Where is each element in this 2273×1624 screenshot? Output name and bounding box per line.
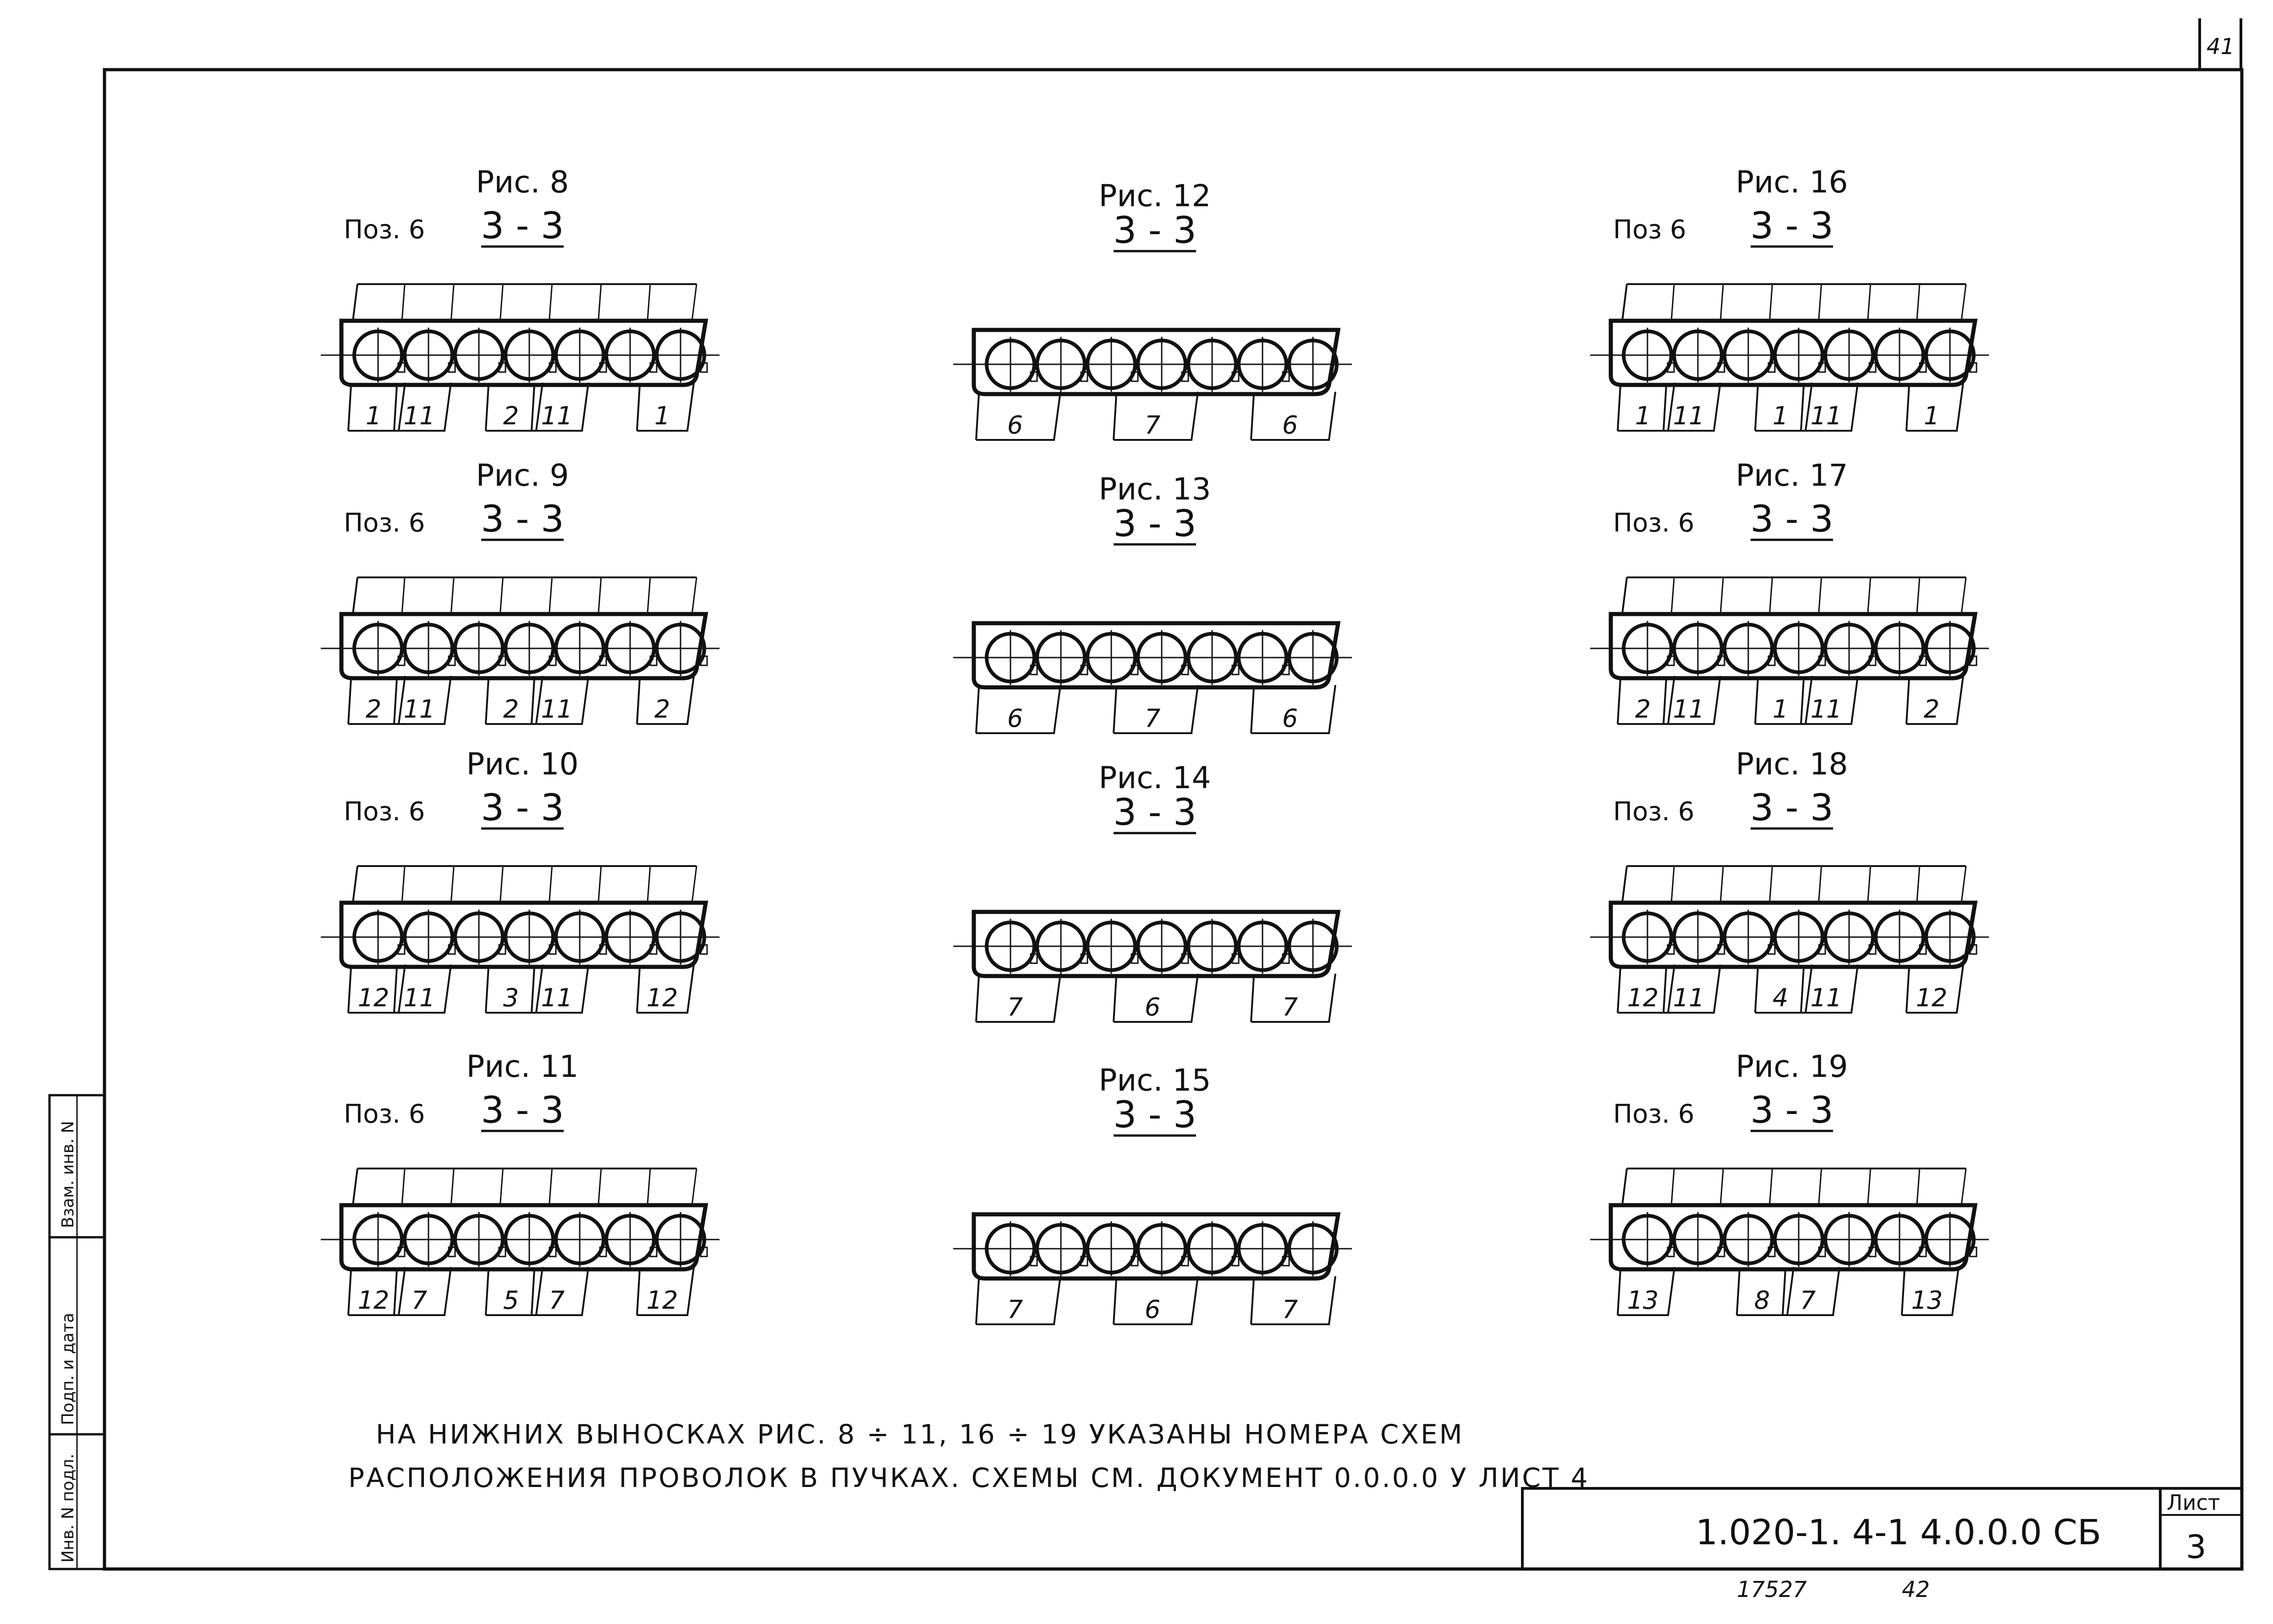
scheme-number-label: 11 [541,983,573,1012]
scheme-number-label: 11 [541,401,573,430]
scheme-number-label: 2 [365,695,382,724]
scheme-number-label: 8 [1754,1286,1770,1315]
sheet-number: 3 [2186,1528,2207,1566]
leader-line [1671,284,1674,321]
scheme-number-label: 2 [503,401,519,430]
scheme-number-label: 11 [1810,401,1842,430]
stamp-vzam-inv: Взам. инв. N [59,1121,77,1228]
scheme-number-label: 11 [541,695,573,724]
scheme-number-label: 7 [1007,1295,1023,1324]
bottom-number-1: 17527 [1737,1577,1807,1602]
figure-12 [953,178,1352,440]
leader-line [402,866,405,903]
position-label: Поз. 6 [344,797,425,827]
scheme-number-label: 6 [1007,704,1023,733]
leader-line [1671,577,1674,614]
scheme-number-label: 7 [1800,1286,1816,1315]
leader-line [1720,284,1723,321]
scheme-number-label: 6 [1144,1295,1161,1324]
leader-line [1769,284,1772,321]
scheme-number-label: 1 [1772,401,1789,430]
scheme-number-label: 1 [1635,401,1651,430]
position-label: Поз. 6 [1613,797,1695,827]
leader-line [402,284,405,321]
scheme-number-label: 1 [365,401,382,430]
figure-15 [953,1063,1352,1324]
figure-title: Рис. 12 [1098,178,1211,214]
scheme-number-label: 7 [1007,993,1023,1021]
leader-line [1868,866,1871,903]
scheme-number-label: 7 [1282,1295,1298,1324]
section-label: 3 - 3 [481,204,564,247]
scheme-number-label: 12 [646,983,678,1012]
page-number: 41 [2207,34,2235,60]
leader-line [451,1169,454,1205]
leader-line [598,866,601,903]
leader-line [549,577,552,614]
leader-line [648,866,650,903]
leader-line [500,866,503,903]
section-label: 3 - 3 [1750,786,1834,829]
figure-title: Рис. 10 [466,746,579,782]
figure-title: Рис. 11 [466,1049,579,1084]
leader-line [1769,1169,1772,1205]
figures-group [321,165,1989,1324]
leader-line [1868,284,1871,321]
leader-line [1819,866,1822,903]
figure-8 [321,165,719,431]
stamp-inv-podl: Инв. N подл. [59,1454,77,1563]
scheme-number-label: 11 [1810,695,1842,724]
scheme-number-label: 12 [357,983,390,1012]
leader-line [451,284,454,321]
leader-line [549,1169,552,1205]
scheme-number-label: 1 [1923,401,1940,430]
scheme-number-label: 7 [1144,704,1161,733]
scheme-number-label: 12 [1916,983,1948,1012]
scheme-number-label: 2 [654,695,670,724]
scheme-number-label: 1 [654,401,670,430]
leader-line [1917,284,1920,321]
section-label: 3 - 3 [1113,502,1197,545]
leader-line [1868,1169,1871,1205]
figure-14 [953,760,1352,1022]
leader-line [598,284,601,321]
scheme-number-label: 11 [403,983,435,1012]
section-label: 3 - 3 [481,786,564,829]
scheme-number-label: 7 [1144,411,1161,439]
figure-9 [321,458,719,724]
leader-line [1819,577,1822,614]
scheme-number-label: 6 [1282,411,1298,439]
scheme-number-label: 2 [1635,695,1651,724]
scheme-number-label: 6 [1282,704,1298,733]
scheme-number-label: 11 [403,401,435,430]
document-code: 1.020-1. 4-1 4.0.0.0 СБ [1696,1512,2102,1553]
leader-line [451,866,454,903]
leader-line [500,1169,503,1205]
figure-title: Рис. 16 [1735,165,1848,200]
leader-line [549,866,552,903]
leader-line [549,284,552,321]
leader-line [1671,866,1674,903]
figure-16 [1590,165,1989,431]
figure-10 [321,746,719,1013]
note-line-2: РАСПОЛОЖЕНИЯ ПРОВОЛОК В ПУЧКАХ. СХЕМЫ СМ. ДОКУМЕНТ 0.0.0.0 У ЛИСТ 4 [348,1462,1590,1493]
figure-title: Рис. 14 [1098,760,1211,796]
section-label: 3 - 3 [1113,1093,1197,1136]
leader-line [1819,284,1822,321]
figure-18 [1590,746,1989,1013]
scheme-number-label: 12 [357,1286,390,1315]
scheme-number-label: 11 [1673,401,1705,430]
section-label: 3 - 3 [1750,498,1834,540]
scheme-number-label: 11 [403,695,435,724]
leader-line [500,284,503,321]
side-stamp [49,1095,104,1569]
position-label: Поз. 6 [344,1099,425,1129]
position-label: Поз. 6 [344,215,425,245]
sheet-label: Лист [2167,1490,2220,1515]
scheme-number-label: 6 [1007,411,1023,439]
section-label: 3 - 3 [481,498,564,540]
leader-line [451,577,454,614]
leader-line [1720,866,1723,903]
scheme-number-label: 1 [1772,695,1789,724]
leader-line [1917,1169,1920,1205]
leader-line [402,577,405,614]
leader-line [1819,1169,1822,1205]
figure-11 [321,1049,719,1315]
leader-line [1917,577,1920,614]
leader-line [1868,577,1871,614]
leader-line [598,1169,601,1205]
position-label: Поз. 6 [1613,1099,1695,1129]
stamp-podp-data: Подп. и дата [59,1312,77,1425]
scheme-number-label: 7 [549,1286,565,1315]
leader-line [1720,1169,1723,1205]
section-label: 3 - 3 [1113,791,1197,834]
title-block [1522,1488,2242,1569]
scheme-number-label: 11 [1673,983,1705,1012]
scheme-number-label: 12 [1627,983,1659,1012]
figure-title: Рис. 18 [1735,746,1848,782]
position-label: Поз 6 [1613,215,1686,245]
section-label: 3 - 3 [1750,1089,1834,1131]
figure-title: Рис. 19 [1735,1049,1848,1084]
figure-17 [1590,458,1989,724]
leader-line [1720,577,1723,614]
scheme-number-label: 5 [503,1286,519,1315]
scheme-number-label: 11 [1673,695,1705,724]
figure-title: Рис. 13 [1098,472,1211,507]
leader-line [598,577,601,614]
scheme-number-label: 13 [1627,1286,1659,1315]
leader-line [648,1169,650,1205]
scheme-number-label: 7 [411,1286,428,1315]
figure-title: Рис. 9 [476,458,569,493]
section-label: 3 - 3 [1113,209,1197,252]
leader-line [1769,577,1772,614]
scheme-number-label: 6 [1144,993,1161,1021]
section-label: 3 - 3 [1750,204,1834,247]
scheme-number-label: 2 [1923,695,1940,724]
leader-line [500,577,503,614]
scheme-number-label: 4 [1772,983,1789,1012]
section-label: 3 - 3 [481,1089,564,1131]
leader-line [1671,1169,1674,1205]
figure-title: Рис. 17 [1735,458,1848,493]
figure-title: Рис. 15 [1098,1063,1211,1098]
scheme-number-label: 13 [1911,1286,1943,1315]
note-line-1: НА НИЖНИХ ВЫНОСКАХ РИС. 8 ÷ 11, 16 ÷ 19 УКАЗАНЫ НОМЕРА СХЕМ [376,1419,1464,1450]
leader-line [402,1169,405,1205]
bottom-number-2: 42 [1902,1577,1930,1602]
leader-line [1917,866,1920,903]
scheme-number-label: 7 [1282,993,1298,1021]
position-label: Поз. 6 [1613,508,1695,538]
figure-19 [1590,1049,1989,1315]
leader-line [648,577,650,614]
scheme-number-label: 2 [503,695,519,724]
scheme-number-label: 11 [1810,983,1842,1012]
leader-line [648,284,650,321]
figure-title: Рис. 8 [476,165,569,200]
scheme-number-label: 12 [646,1286,678,1315]
figure-13 [953,472,1352,733]
scheme-number-label: 3 [503,983,519,1012]
position-label: Поз. 6 [344,508,425,538]
leader-line [1769,866,1772,903]
